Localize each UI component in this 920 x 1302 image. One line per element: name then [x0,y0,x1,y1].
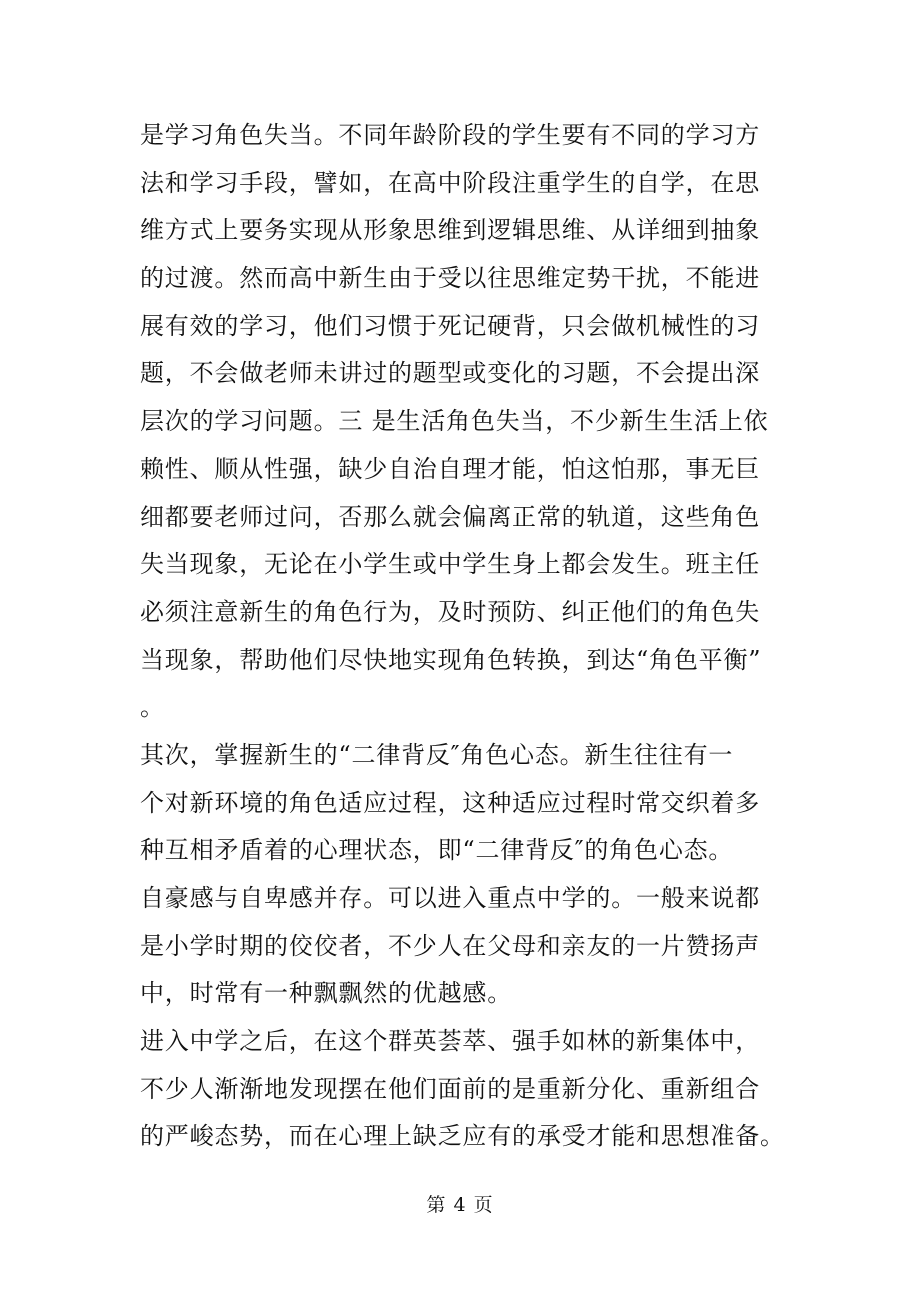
text-line: 自豪感与自卑感并存。可以进入重点中学的。一般来说都 [140,884,760,912]
text-line: 题，不会做老师未讲过的题型或变化的习题，不会提出深 [140,359,760,388]
text-line: 种互相矛盾着的心理状态，即“二律背反″的角色心态。 [140,836,734,865]
text-line: 展有效的学习，他们习惯于死记硬背，只会做机械性的习 [140,311,760,340]
text-line: 层次的学习问题。三 是生活角色失当，不少新生生活上依 [140,407,769,436]
text-line: 失当现象，无论在小学生或中学生身上都会发生。班主任 [140,550,760,579]
text-line: 细都要老师过问，否那么就会偏离正常的轨道，这些角色 [140,502,760,531]
text-line: 维方式上要务实现从形象思维到逻辑思维、从详细到抽象 [140,216,760,245]
text-line: 其次，掌握新生的“二律背反″角色心态。新生往往有一 [140,740,734,769]
text-line: 是学习角色失当。不同年龄阶段的学生要有不同的学习方 [140,121,760,149]
text-line: 的严峻态势，而在心理上缺乏应有的承受才能和思想准备。 [140,1122,785,1151]
text-line: 赖性、顺从性强，缺少自治自理才能，怕这怕那，事无巨 [140,454,760,483]
text-line: 不少人渐渐地发现摆在他们面前的是重新分化、重新组合 [140,1074,760,1103]
text-line: 。 [140,693,165,722]
text-line: 当现象，帮助他们尽快地实现角色转换，到达“角色平衡” [140,645,762,674]
text-line: 中，时常有一种飘飘然的优越感。 [140,979,512,1008]
body-text [140,112,785,1161]
page-number: 第 4 页 [426,1194,494,1216]
text-line: 的过渡。然而高中新生由于受以往思维定势干扰，不能进 [140,264,760,293]
text-line: 法和学习手段，譬如，在高中阶段注重学生的自学，在思 [140,168,760,197]
text-line: 进入中学之后，在这个群英荟萃、强手如林的新集体中， [140,1027,760,1056]
text-line: 是小学时期的佼佼者，不少人在父母和亲友的一片赞扬声 [140,931,760,960]
text-line: 个对新环境的角色适应过程，这种适应过程时常交织着多 [140,788,760,817]
text-line: 必须注意新生的角色行为，及时预防、纠正他们的角色失 [140,597,760,626]
